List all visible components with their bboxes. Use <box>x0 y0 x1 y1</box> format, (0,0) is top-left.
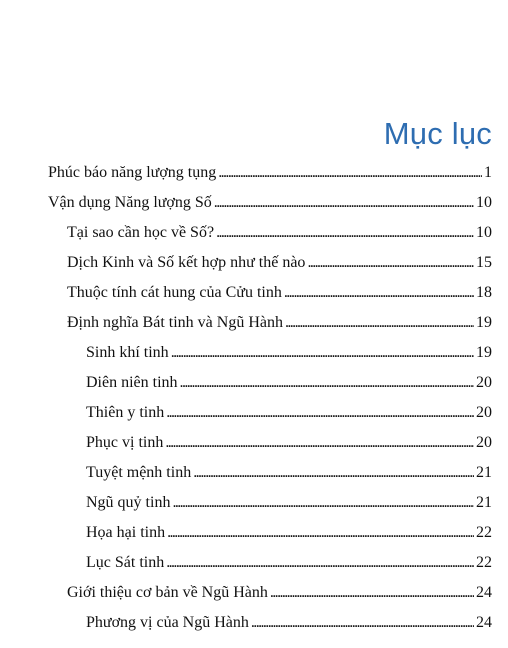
dot-leader <box>172 495 474 511</box>
toc-entry-text: Diên niên tinh <box>86 374 178 391</box>
toc-entry-text: Dịch Kinh và Số kết hợp như thế nào <box>67 254 306 271</box>
toc-entry-page-number: 24 <box>476 584 492 601</box>
toc-entry-text: Định nghĩa Bát tinh và Ngũ Hành <box>67 314 283 331</box>
toc-entry-page-number: 21 <box>476 464 492 481</box>
toc-entry[interactable] <box>0 398 508 428</box>
toc-entry-page-number: 10 <box>476 224 492 241</box>
toc-entry-text: Lục Sát tinh <box>86 554 165 571</box>
dot-leader <box>251 615 474 631</box>
toc-title: Mục lục <box>383 116 492 151</box>
dot-leader <box>166 555 474 571</box>
toc-entry-page-number: 22 <box>476 554 492 571</box>
toc-entry-text: Thiên y tinh <box>86 404 165 421</box>
toc-entry-page-number: 19 <box>476 314 492 331</box>
toc-entry[interactable] <box>0 458 508 488</box>
toc-entry[interactable] <box>0 308 508 338</box>
dot-leader <box>171 345 474 361</box>
toc-entry-page-number: 10 <box>476 194 492 211</box>
toc-entry-page-number: 1 <box>484 164 492 181</box>
toc-entry[interactable] <box>0 518 508 548</box>
toc-entry-page-number: 20 <box>476 434 492 451</box>
toc-entry-text: Phục vị tinh <box>86 434 164 451</box>
toc-entry-page-number: 19 <box>476 344 492 361</box>
toc-entry-page-number: 20 <box>476 374 492 391</box>
toc-entry-page-number: 15 <box>476 254 492 271</box>
toc-entry-page-number: 21 <box>476 494 492 511</box>
toc-entry[interactable] <box>0 488 508 518</box>
toc-entry[interactable] <box>0 248 508 278</box>
toc-list <box>0 158 508 638</box>
toc-entry-text: Ngũ quỷ tinh <box>86 494 171 511</box>
toc-entry-text: Phương vị của Ngũ Hành <box>86 614 249 631</box>
dot-leader <box>166 405 474 421</box>
toc-entry-page-number: 22 <box>476 524 492 541</box>
toc-entry[interactable] <box>0 158 508 188</box>
toc-entry[interactable] <box>0 578 508 608</box>
dot-leader <box>284 285 474 301</box>
dot-leader <box>214 195 474 211</box>
toc-entry-text: Phúc báo năng lượng tụng <box>48 164 217 181</box>
toc-entry-text: Họa hại tinh <box>86 524 166 541</box>
toc-entry-text: Giới thiệu cơ bản về Ngũ Hành <box>67 584 268 601</box>
toc-entry[interactable] <box>0 608 508 638</box>
toc-entry-page-number: 20 <box>476 404 492 421</box>
toc-entry[interactable] <box>0 338 508 368</box>
dot-leader <box>167 525 474 541</box>
dot-leader <box>193 465 474 481</box>
dot-leader <box>165 435 474 451</box>
toc-entry[interactable] <box>0 188 508 218</box>
toc-entry-text: Tuyệt mệnh tinh <box>86 464 192 481</box>
toc-entry-text: Thuộc tính cát hung của Cửu tinh <box>67 284 282 301</box>
toc-entry-page-number: 24 <box>476 614 492 631</box>
toc-entry-page-number: 18 <box>476 284 492 301</box>
toc-entry[interactable] <box>0 428 508 458</box>
dot-leader <box>270 585 474 601</box>
dot-leader <box>180 375 474 391</box>
toc-entry-text: Vận dụng Năng lượng Số <box>48 194 212 211</box>
toc-entry[interactable] <box>0 368 508 398</box>
toc-entry[interactable] <box>0 278 508 308</box>
toc-entry-text: Sinh khí tinh <box>86 344 169 361</box>
dot-leader <box>216 225 474 241</box>
toc-entry-text: Tại sao cần học về Số? <box>67 224 215 241</box>
toc-entry[interactable] <box>0 548 508 578</box>
dot-leader <box>285 315 474 331</box>
toc-entry[interactable] <box>0 218 508 248</box>
dot-leader <box>307 255 474 271</box>
dot-leader <box>218 165 482 181</box>
